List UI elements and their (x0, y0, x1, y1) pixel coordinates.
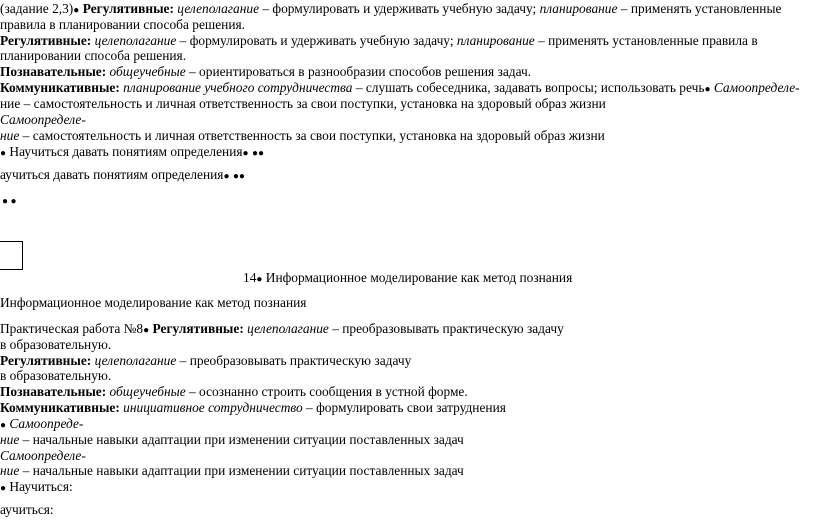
section-heading (243, 270, 572, 288)
text-line-p10 (0, 463, 464, 479)
text-line-8: Самоопределе- (0, 112, 86, 127)
text-segment: – ориентироваться в разнообразии способов решения задач. (185, 64, 532, 79)
term-goal-setting: целеполагание (91, 353, 177, 368)
text-line-10 (0, 144, 264, 162)
text-segment: – самостоятельность и личная ответственность за свои поступки, установка на здоровый образ жизни (19, 128, 605, 143)
bullet-icon: ● (704, 84, 711, 95)
text-line-p6 (0, 400, 506, 416)
text-segment: ние (0, 128, 20, 143)
text-line-4: планировании способа решения. (0, 48, 187, 63)
label-communicative: Коммуникативные: (0, 80, 120, 95)
term-self-determination: Самоопределе- (710, 80, 800, 95)
bullet-icon: ● (242, 148, 249, 159)
label-regulative: Регулятивные: (0, 33, 92, 48)
text-segment: Практическая работа №8 (0, 321, 144, 336)
text-line-9 (0, 128, 605, 144)
text-segment: – начальные навыки адаптации при изменении ситуации поставленных задач (19, 463, 464, 478)
text-line-p3 (0, 353, 411, 369)
text-line-3 (0, 33, 758, 49)
label-cognitive: Познавательные: (0, 384, 107, 399)
section-number: 14 (243, 270, 257, 285)
text-segment: ние (0, 463, 20, 478)
bullet-icon: ● (73, 5, 80, 16)
text-line-p8 (0, 432, 464, 448)
text-segment: – преобразовывать практическую задачу (176, 353, 412, 368)
bullet-icon: ● (223, 171, 230, 182)
text-segment: Информационное моделирование как метод познания (262, 270, 573, 285)
term-goal-setting: целеполагание (247, 321, 329, 336)
text-segment: ние (0, 432, 20, 447)
text-segment: – преобразовывать практическую задачу (328, 321, 564, 336)
text-line-p2: в образовательную. (0, 337, 112, 352)
text-segment: – формулировать и удерживать учебную задачу; (176, 33, 457, 48)
text-line-5 (0, 64, 531, 80)
text-line-7: ние – самостоятельность и личная ответственность за свои поступки, установка на здоровый образ жизни (0, 96, 606, 111)
bullet-icon: ● (0, 483, 7, 494)
text-line-p12: аучиться: (0, 502, 54, 517)
text-segment: Самоопреде- (6, 416, 84, 431)
task-reference: (задание 2,3) (0, 1, 74, 16)
text-line-p4: в образовательную. (0, 368, 112, 383)
bullet-icon: ● (0, 148, 7, 159)
bullet-icon: ● ● (2, 196, 17, 207)
term-goal-setting: целеполагание (91, 33, 177, 48)
label-communicative: Коммуникативные: (0, 400, 120, 415)
term-cooperation-planning: планирование учебного сотрудничества (119, 80, 353, 95)
text-segment: Научиться давать понятиям определения (6, 144, 243, 159)
bullet-icon: ●● (232, 171, 245, 182)
section-subheading: Информационное моделирование как метод познания (0, 295, 307, 310)
term-goal-setting: целеполагание (177, 1, 260, 16)
bullet-icon: ● (256, 274, 263, 285)
term-planning: планирование (539, 1, 618, 16)
bullet-icon: ● (0, 420, 7, 431)
text-segment: – формулировать свои затруднения (302, 400, 506, 415)
text-segment: – применять установленные правила в (534, 33, 758, 48)
text-segment: – слушать собеседника, задавать вопросы; использовать речь (352, 80, 705, 95)
bullet-pair (2, 192, 17, 210)
term-initiative-cooperation: инициативное сотрудничество (119, 400, 303, 415)
text-segment: Научиться: (6, 479, 73, 494)
text-segment: аучиться давать понятиям определения (0, 167, 224, 182)
text-line-p11 (0, 479, 73, 497)
label-regulative: Регулятивные: (152, 321, 244, 336)
text-segment: – применять установленные (617, 1, 782, 16)
text-segment: – формулировать и удерживать учебную задачу; (259, 1, 540, 16)
term-general-learning: общеучебные (106, 384, 186, 399)
text-line-p9: Самоопределе- (0, 448, 86, 463)
text-line-11 (0, 167, 245, 185)
bullet-icon: ●● (251, 148, 265, 159)
term-planning: планирование (456, 33, 535, 48)
text-line-p5 (0, 384, 468, 400)
label-cognitive: Познавательные: (0, 64, 107, 79)
term-general-learning: общеучебные (106, 64, 186, 79)
bullet-icon: ● (143, 325, 150, 336)
label-regulative: Регулятивные: (0, 353, 92, 368)
text-segment: – начальные навыки адаптации при изменении ситуации поставленных задач (19, 432, 464, 447)
empty-frame (0, 241, 23, 270)
label-regulative: Регулятивные: (82, 1, 174, 16)
text-line-2: правила в планировании способа решения. (0, 17, 246, 32)
text-segment: – осознанно строить сообщения в устной форме. (185, 384, 468, 399)
